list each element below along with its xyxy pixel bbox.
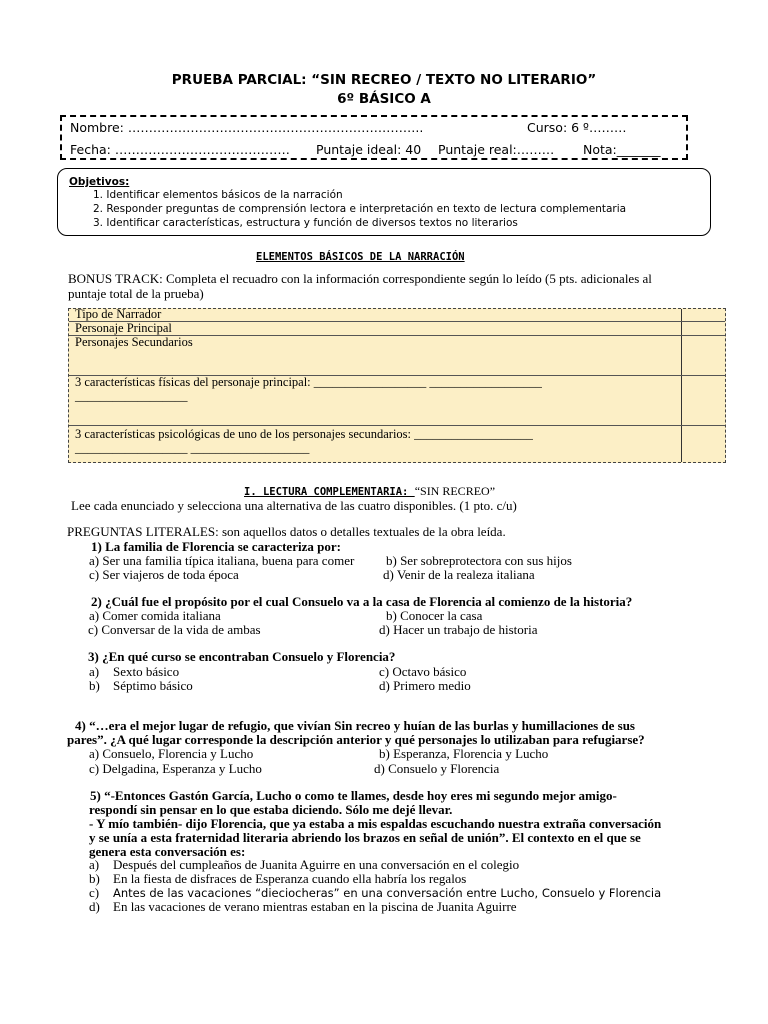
question-5-cont: y se unía a esta fraternidad literaria abriendo los brazos en señal de unión”. El contexto en el que se — [89, 830, 641, 845]
question-5-cont: - Y mío también- dijo Florencia, que ya estaba a mis espaldas escuchando nuestra extraña conversación — [89, 816, 662, 831]
q5-option-d-letter: d) — [89, 899, 100, 914]
q5-option-d[interactable]: En las vacaciones de verano mientras estaban en la piscina de Juanita Aguirre — [113, 899, 517, 914]
bonus-instruction-cont: puntaje total de la prueba) — [68, 286, 204, 301]
q3-option-c[interactable]: c) Octavo básico — [379, 664, 467, 679]
row-psychological-traits[interactable]: 3 características psicológicas de uno de los personajes secundarios: ___________________ — [75, 427, 533, 441]
question-4: 4) “…era el mejor lugar de refugio, que vivían Sin recreo y huían de las burlas y humillaciones de sus — [75, 718, 635, 733]
ideal-score: Puntaje ideal: 40 — [316, 142, 422, 157]
bonus-table — [68, 308, 726, 463]
q4-option-d[interactable]: d) Consuelo y Florencia — [374, 761, 500, 776]
literal-questions-intro: PREGUNTAS LITERALES: son aquellos datos o detalles textuales de la obra leída. — [67, 524, 506, 539]
q3-option-a[interactable]: Sexto básico — [113, 664, 180, 679]
q2-option-a[interactable]: a) Comer comida italiana — [89, 608, 221, 623]
table-column-divider — [681, 309, 682, 462]
objective-item: 1. Identificar elementos básicos de la narración — [93, 189, 343, 201]
q5-option-c-letter: c) — [89, 885, 100, 900]
question-2: 2) ¿Cuál fue el propósito por el cual Consuelo va a la casa de Florencia al comienzo de la historia? — [91, 594, 633, 609]
q2-option-b[interactable]: b) Conocer la casa — [386, 608, 483, 623]
question-4-cont: pares”. ¿A qué lugar corresponde la descripción anterior y qué personajes lo utilizaban para refugiarse? — [67, 732, 645, 747]
row-physical-traits[interactable]: 3 características físicas del personaje principal: __________________ __________________ — [75, 375, 542, 389]
q5-option-b[interactable]: En la fiesta de disfraces de Esperanza cuando ella habría los regalos — [113, 871, 467, 886]
bonus-instruction: BONUS TRACK: Completa el recuadro con la información correspondiente según lo leído (5 pts. adicionales al — [68, 271, 652, 286]
test-grade: 6º BÁSICO A — [337, 91, 431, 107]
real-score-field[interactable]: Puntaje real:……… — [438, 142, 555, 157]
objective-item: 2. Responder preguntas de comprensión lectora e interpretación en texto de lectura complementaria — [93, 203, 627, 215]
q5-option-c[interactable]: Antes de las vacaciones “dieciocheras” en una conversación entre Lucho, Consuelo y Florencia — [113, 886, 662, 900]
objectives-heading: Objetivos: — [69, 176, 130, 188]
q4-option-b[interactable]: b) Esperanza, Florencia y Lucho — [379, 746, 549, 761]
row-psychological-traits-cont[interactable]: __________________ ___________________ — [75, 441, 310, 455]
section-title-prefix: I. LECTURA COMPLEMENTARIA: — [244, 486, 415, 498]
q5-option-b-letter: b) — [89, 871, 100, 886]
q3-option-d[interactable]: d) Primero medio — [379, 678, 471, 693]
row-divider — [69, 425, 725, 426]
section-title-book: “SIN RECREO” — [414, 484, 496, 498]
q2-option-d[interactable]: d) Hacer un trabajo de historia — [379, 622, 538, 637]
q5-option-a[interactable]: Después del cumpleaños de Juanita Aguirre en una conversación en el colegio — [113, 857, 520, 872]
q4-option-c[interactable]: c) Delgadina, Esperanza y Lucho — [89, 761, 262, 776]
q1-option-b[interactable]: b) Ser sobreprotectora con sus hijos — [386, 553, 572, 568]
question-5-cont: respondí sin pensar en lo que estaba diciendo. Sólo me dejé llevar. — [89, 802, 453, 817]
name-field[interactable]: Nombre: …………………………………………………………….. — [70, 120, 424, 135]
row-narrator-type[interactable]: Tipo de Narrador — [75, 307, 162, 321]
q5-option-a-letter: a) — [89, 857, 100, 872]
question-5-cont: genera esta conversación es: — [89, 844, 246, 859]
q4-option-a[interactable]: a) Consuelo, Florencia y Lucho — [89, 746, 254, 761]
question-5: 5) “-Entonces Gastón García, Lucho o como te llames, desde hoy eres mi segundo mejor amigo- — [90, 788, 617, 803]
section-title-narration: ELEMENTOS BÁSICOS DE LA NARRACIÓN — [256, 251, 465, 263]
q1-option-d[interactable]: d) Venir de la realeza italiana — [383, 567, 535, 582]
test-title: PRUEBA PARCIAL: “SIN RECREO / TEXTO NO LITERARIO” — [171, 72, 597, 88]
objective-item: 3. Identificar características, estructura y función de diversos textos no literarios — [93, 217, 518, 229]
course-field[interactable]: Curso: 6 º……… — [527, 120, 627, 135]
row-secondary-characters[interactable]: Personajes Secundarios — [75, 335, 193, 349]
q1-option-c[interactable]: c) Ser viajeros de toda época — [89, 567, 239, 582]
question-3: 3) ¿En qué curso se encontraban Consuelo y Florencia? — [88, 649, 396, 664]
row-physical-traits-cont[interactable]: __________________ — [75, 389, 188, 403]
question-1: 1) La familia de Florencia se caracteriza por: — [91, 539, 341, 554]
q2-option-c[interactable]: c) Conversar de la vida de ambas — [88, 622, 261, 637]
q3-option-b-letter: b) — [89, 678, 100, 693]
date-field[interactable]: Fecha: …………………………………… — [70, 142, 290, 157]
row-main-character[interactable]: Personaje Principal — [75, 321, 172, 335]
q1-option-a[interactable]: a) Ser una familia típica italiana, buena para comer — [89, 553, 355, 568]
reading-instruction: Lee cada enunciado y selecciona una alternativa de las cuatro disponibles. (1 pto. c/u) — [71, 498, 517, 513]
q3-option-b[interactable]: Séptimo básico — [113, 678, 193, 693]
grade-field[interactable]: Nota:_______ — [583, 142, 661, 157]
q3-option-a-letter: a) — [89, 664, 100, 679]
